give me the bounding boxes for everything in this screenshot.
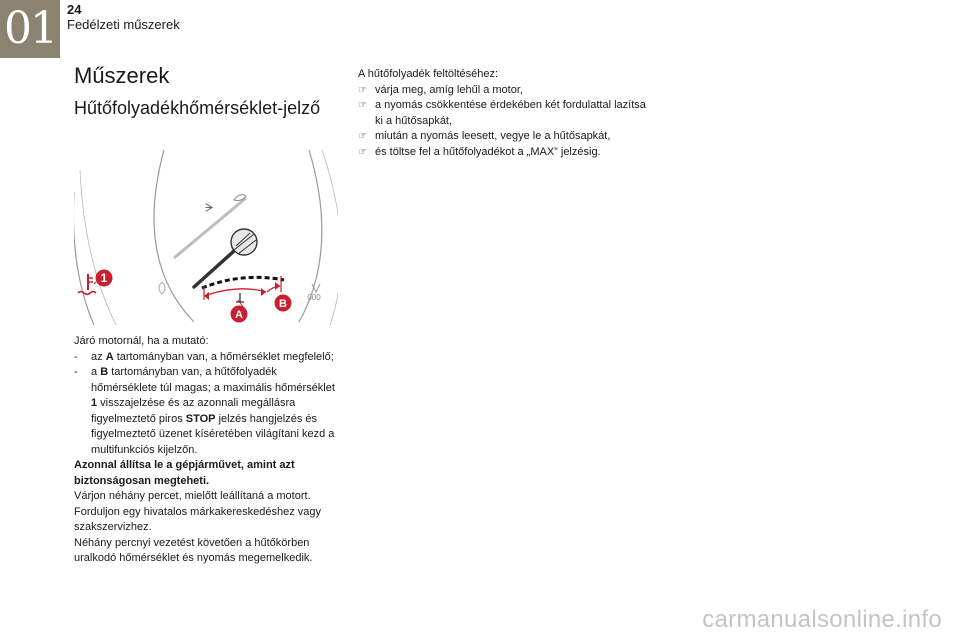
right-dial-rim — [322, 150, 338, 325]
intro-text: Járó motornál, ha a mutató: — [74, 335, 209, 347]
chapter-tab: 01 — [0, 0, 60, 58]
paragraph-wait: Várjon néhány percet, mielőtt leállítaná a motort. — [74, 490, 311, 502]
paragraph-dealer: Forduljon egy hivatalos márkakereskedéshez vagy szakszervizhez. — [74, 505, 322, 533]
section-name: Fedélzeti műszerek — [67, 17, 180, 32]
list-item-range-b: - a B tartományban van, a hűtőfolyadék hőmérséklete túl magas; a maximális hőmérséklet 1 visszajelzése és az azonnali megállásra figyelmeztető piros STOP jelzés hangjelzés és figyelmeztető üzenet kíséretében világítani kezd a multifunkciós kijelzőn. — [74, 366, 335, 456]
indicator-number: 1 — [91, 397, 98, 409]
zone-a-arc — [204, 289, 266, 296]
list-dash: - — [74, 366, 78, 378]
page-title: Műszerek — [74, 63, 170, 88]
section-subtitle: Hűtőfolyadékhőmérséklet-jelző — [74, 98, 321, 118]
small-temp-icon — [236, 293, 244, 302]
page-number: 24 — [67, 2, 82, 17]
center-dial-rim — [154, 150, 194, 322]
zone-a-arrow-right — [261, 288, 266, 296]
refill-step: ☞ várja meg, amíg lehűl a motor, — [358, 83, 648, 99]
refill-step: ☞ a nyomás csökkentése érdekében két fordulattal lazítsa ki a hűtősapkát, — [358, 99, 646, 127]
list-dash: - — [74, 350, 78, 363]
pointing-hand-icon: ☞ — [358, 131, 367, 142]
refill-step: ☞ és töltse fel a hűtőfolyadékot a „MAX” jelzésig. — [358, 145, 648, 161]
pointing-hand-icon: ☞ — [358, 100, 367, 111]
left-dial-rim — [74, 192, 94, 325]
left-column-text — [74, 334, 344, 567]
zone-b-arrow — [275, 282, 280, 290]
range-a-label: A — [105, 350, 114, 363]
callout-1-line — [94, 282, 96, 284]
ghost-symbol: ᗒ — [205, 201, 214, 215]
warning-text: Azonnal állítsa le a gépjárművet, amint azt biztonságosan megteheti. — [74, 459, 295, 487]
zone-a-arrow-left — [204, 292, 209, 300]
callout-a-label: A — [235, 309, 243, 321]
watermark: carmanualsonline.info — [702, 606, 942, 633]
refill-intro: A hűtőfolyadék feltöltéséhez: — [358, 68, 499, 80]
refill-step: ☞ miután a nyomás leesett, vegye le a hűtősapkát, — [358, 129, 648, 145]
pointing-hand-icon: ☞ — [358, 84, 367, 96]
paragraph-pressure: Néhány percnyi vezetést követően a hűtőkörben uralkodó hőmérséklet és nyomás megemelkedik. — [74, 536, 313, 564]
callout-b-label: B — [279, 298, 287, 310]
gauge-drawing — [74, 150, 338, 325]
right-column-text — [358, 67, 648, 160]
right-dial-label: 000 — [307, 293, 321, 302]
coolant-gauge-illustration — [74, 150, 338, 325]
stop-label: STOP — [185, 412, 216, 425]
gauge-scale — [202, 277, 284, 288]
list-item-range-a: - az A tartományban van, a hőmérséklet megfelelő; — [74, 350, 344, 366]
fuel-dial-icon — [159, 282, 165, 294]
range-b-label: B — [100, 366, 109, 378]
pointing-hand-icon: ☞ — [358, 146, 367, 158]
callout-1-label: 1 — [100, 271, 108, 285]
